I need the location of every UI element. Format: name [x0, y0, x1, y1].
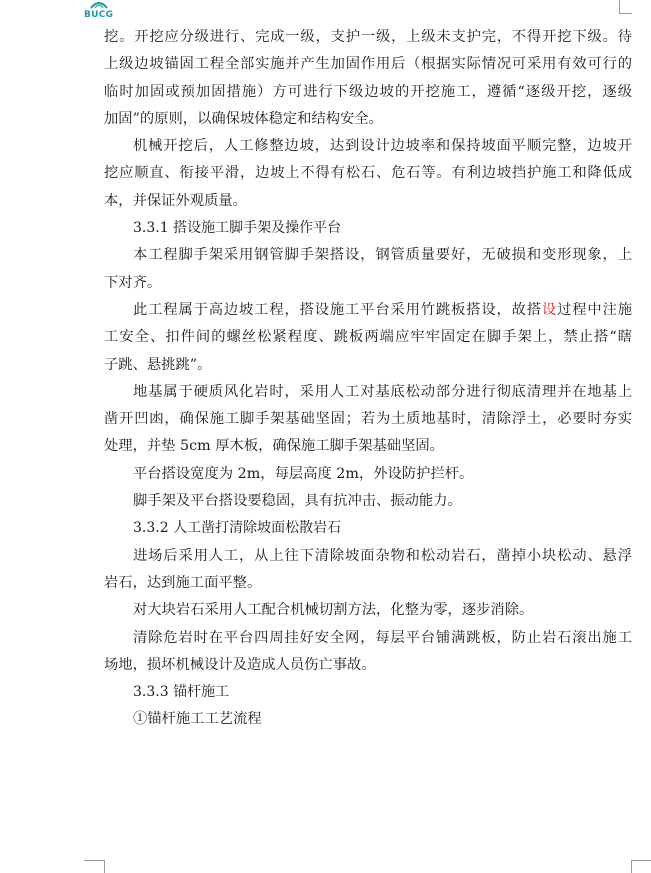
logo-text: BUCG	[84, 10, 114, 20]
paragraph-line: 下对齐。	[104, 274, 162, 291]
paragraph-line: 平台搭设宽度为 2m，每层高度 2m，外设防护拦杆。	[133, 465, 474, 482]
paragraph-line: 清除危岩时在平台四周挂好安全网，每层平台铺满跳板，防止岩石滚出施工	[133, 629, 632, 646]
paragraph-line: 处理，并垫 5cm 厚木板，确保施工脚手架基础坚固。	[104, 438, 444, 455]
paragraph-line: ①锚杆施工工艺流程	[133, 711, 262, 728]
paragraph-line: 凿开凹凼，确保施工脚手架基础坚固；若为土质地基时，清除浮土，必要时夯实	[104, 411, 632, 428]
paragraph-line: 对大块岩石采用人工配合机械切割方法，化整为零，逐步消除。	[133, 602, 534, 619]
paragraph-line: 进场后采用人工，从上往下清除坡面杂物和松动岩石，凿掉小块松动、悬浮	[133, 547, 632, 564]
paragraph-line: 临时加固或预加固措施）方可进行下级边坡的开挖施工，遵循“逐级开挖，逐级	[104, 83, 632, 100]
paragraph-line: 上级边坡锚固工程全部实施并产生加固作用后（根据实际情况可采用有效可行的	[104, 56, 632, 73]
paragraph-line: 工安全、扣件间的螺丝松紧程度、跳板两端应牢牢固定在脚手架上，禁止搭“瞎	[104, 329, 632, 346]
document-body	[104, 24, 632, 734]
marked-character: 设	[541, 301, 558, 318]
paragraph-line	[104, 297, 632, 324]
paragraph-line: 子跳、悬挑跳”。	[104, 356, 212, 373]
crop-mark-bottom-left	[84, 860, 105, 873]
paragraph-line: 岩石，达到施工面平整。	[104, 574, 262, 591]
paragraph-line: 挖应顺直、衔接平滑，边坡上不得有松石、危石等。有利边坡挡护施工和降低成	[104, 165, 632, 182]
paragraph-line: 地基属于硬质风化岩时，采用人工对基底松动部分进行彻底清理并在地基上	[133, 383, 632, 400]
section-heading: 3.3.3 锚杆施工	[133, 684, 230, 701]
paragraph-line: 机械开挖后，人工修整边坡，达到设计边坡率和保持坡面平顺完整，边坡开	[133, 138, 632, 155]
logo-emblem-icon	[89, 0, 109, 9]
paragraph-line: 场地，损坏机械设计及造成人员伤亡事故。	[104, 656, 376, 673]
line-text: 过程中注施	[557, 301, 632, 318]
crop-mark-top-right	[619, 0, 632, 14]
paragraph-line: 本，并保证外观质量。	[104, 192, 247, 209]
crop-mark-bottom-right	[631, 860, 651, 873]
paragraph-line: 脚手架及平台搭设要稳固，具有抗冲击、振动能力。	[133, 493, 462, 510]
section-heading: 3.3.1 搭设施工脚手架及操作平台	[133, 220, 342, 237]
paragraph-line: 挖。开挖应分级进行、完成一级，支护一级，上级未支护完，不得开挖下级。待	[104, 29, 632, 45]
company-logo	[80, 0, 120, 22]
paragraph-line: 本工程脚手架采用钢管脚手架搭设，钢管质量要好，无破损和变形现象，上	[133, 247, 632, 264]
paragraph-line: 加固”的原则，以确保坡体稳定和结构安全。	[104, 110, 383, 127]
section-heading: 3.3.2 人工凿打清除坡面松散岩石	[133, 520, 342, 537]
line-text: 此工程属于高边坡工程，搭设施工平台采用竹跳板搭设，故搭	[133, 301, 542, 318]
